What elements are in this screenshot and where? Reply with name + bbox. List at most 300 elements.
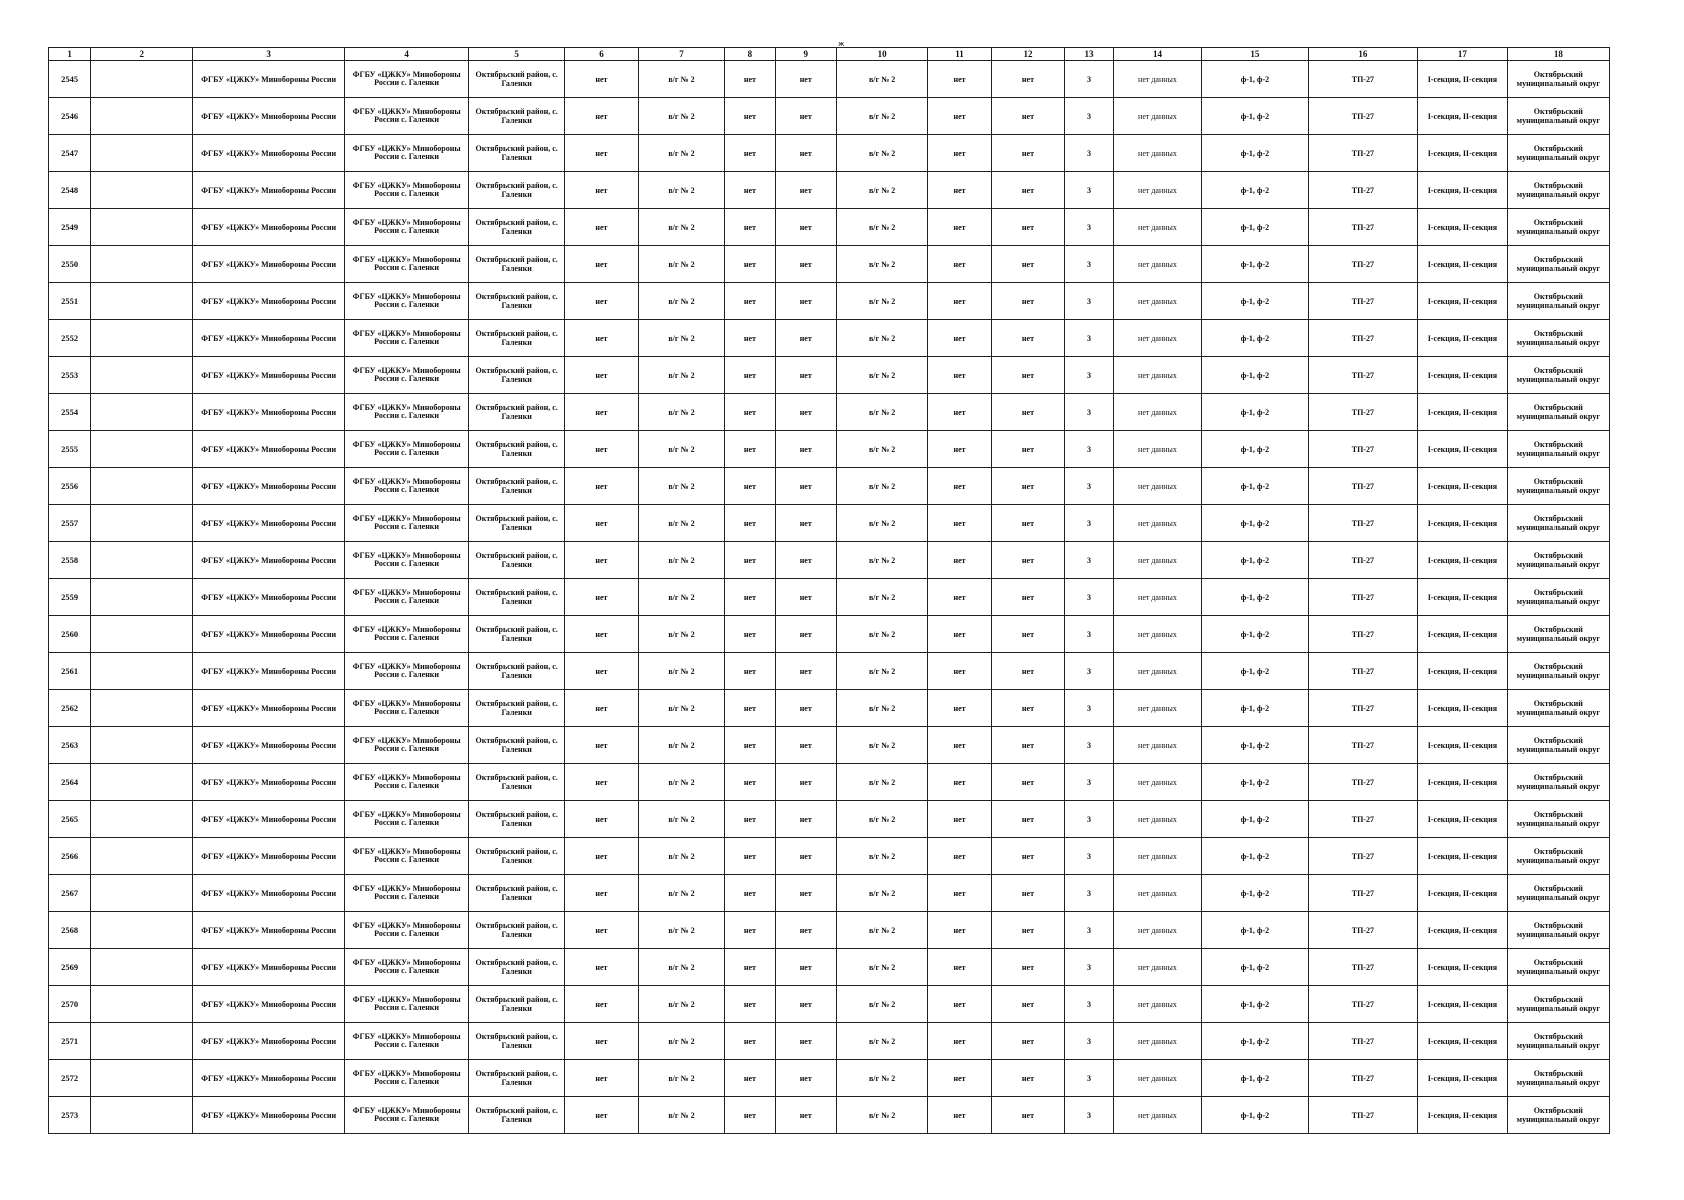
cell-c8: нет [725, 690, 776, 727]
cell-c15: ф-1, ф-2 [1202, 505, 1308, 542]
row-number: 2561 [49, 653, 91, 690]
cell-c3: ФГБУ «ЦЖКУ» Минобороны России [193, 727, 345, 764]
cell-c4: ФГБУ «ЦЖКУ» Минобороны России с. Галенки [344, 1097, 468, 1134]
cell-c10: в/г № 2 [836, 98, 928, 135]
cell-c10: в/г № 2 [836, 246, 928, 283]
cell-c6: нет [565, 98, 639, 135]
cell-c17: I-секция, II-секция [1418, 690, 1508, 727]
cell-c3: ФГБУ «ЦЖКУ» Минобороны России [193, 949, 345, 986]
cell-c17: I-секция, II-секция [1418, 875, 1508, 912]
cell-c11: нет [928, 394, 991, 431]
cell-c5: Октябрьский район, с. Галенки [469, 838, 565, 875]
cell-c2 [91, 357, 193, 394]
table-row [49, 431, 1610, 468]
cell-c16: ТП-27 [1308, 394, 1418, 431]
cell-c13: 3 [1065, 505, 1113, 542]
cell-c4: ФГБУ «ЦЖКУ» Минобороны России с. Галенки [344, 135, 468, 172]
cell-c12: нет [991, 468, 1065, 505]
cell-c5: Октябрьский район, с. Галенки [469, 986, 565, 1023]
row-number: 2550 [49, 246, 91, 283]
cell-c7: в/г № 2 [638, 320, 724, 357]
cell-c12: нет [991, 986, 1065, 1023]
cell-c9: нет [775, 1060, 836, 1097]
cell-c14: нет данных [1113, 542, 1201, 579]
cell-c12: нет [991, 357, 1065, 394]
cell-c16: ТП-27 [1308, 61, 1418, 98]
cell-c8: нет [725, 801, 776, 838]
cell-c16: ТП-27 [1308, 135, 1418, 172]
cell-c5: Октябрьский район, с. Галенки [469, 1060, 565, 1097]
cell-c16: ТП-27 [1308, 1060, 1418, 1097]
cell-c17: I-секция, II-секция [1418, 431, 1508, 468]
cell-c15: ф-1, ф-2 [1202, 468, 1308, 505]
cell-c4: ФГБУ «ЦЖКУ» Минобороны России с. Галенки [344, 764, 468, 801]
cell-c18: Октябрьский муниципальный округ [1507, 542, 1609, 579]
cell-c16: ТП-27 [1308, 579, 1418, 616]
row-number: 2567 [49, 875, 91, 912]
cell-c13: 3 [1065, 172, 1113, 209]
cell-c12: нет [991, 949, 1065, 986]
cell-c4: ФГБУ «ЦЖКУ» Минобороны России с. Галенки [344, 801, 468, 838]
cell-c2 [91, 98, 193, 135]
row-number: 2553 [49, 357, 91, 394]
cell-c7: в/г № 2 [638, 1097, 724, 1134]
cell-c2 [91, 320, 193, 357]
cell-c12: нет [991, 653, 1065, 690]
cell-c8: нет [725, 172, 776, 209]
cell-c16: ТП-27 [1308, 949, 1418, 986]
cell-c8: нет [725, 135, 776, 172]
cell-c13: 3 [1065, 986, 1113, 1023]
cell-c12: нет [991, 912, 1065, 949]
cell-c16: ТП-27 [1308, 1023, 1418, 1060]
table-row [49, 394, 1610, 431]
row-number: 2547 [49, 135, 91, 172]
cell-c4: ФГБУ «ЦЖКУ» Минобороны России с. Галенки [344, 431, 468, 468]
cell-c18: Октябрьский муниципальный округ [1507, 912, 1609, 949]
cell-c3: ФГБУ «ЦЖКУ» Минобороны России [193, 61, 345, 98]
cell-c15: ф-1, ф-2 [1202, 98, 1308, 135]
cell-c9: нет [775, 283, 836, 320]
cell-c13: 3 [1065, 320, 1113, 357]
cell-c18: Октябрьский муниципальный округ [1507, 209, 1609, 246]
cell-c6: нет [565, 61, 639, 98]
cell-c2 [91, 690, 193, 727]
cell-c13: 3 [1065, 357, 1113, 394]
cell-c4: ФГБУ «ЦЖКУ» Минобороны России с. Галенки [344, 875, 468, 912]
cell-c10: в/г № 2 [836, 394, 928, 431]
cell-c5: Октябрьский район, с. Галенки [469, 320, 565, 357]
header-row [49, 48, 1610, 61]
cell-c11: нет [928, 912, 991, 949]
column-header-12: 12 [991, 48, 1065, 61]
cell-c10: в/г № 2 [836, 1060, 928, 1097]
cell-c17: I-секция, II-секция [1418, 727, 1508, 764]
cell-c6: нет [565, 616, 639, 653]
cell-c17: I-секция, II-секция [1418, 357, 1508, 394]
cell-c15: ф-1, ф-2 [1202, 653, 1308, 690]
cell-c5: Октябрьский район, с. Галенки [469, 98, 565, 135]
column-header-5: 5 [469, 48, 565, 61]
cell-c10: в/г № 2 [836, 801, 928, 838]
cell-c9: нет [775, 542, 836, 579]
cell-c7: в/г № 2 [638, 468, 724, 505]
cell-c18: Октябрьский муниципальный округ [1507, 838, 1609, 875]
cell-c10: в/г № 2 [836, 320, 928, 357]
cell-c18: Октябрьский муниципальный округ [1507, 875, 1609, 912]
cell-c14: нет данных [1113, 246, 1201, 283]
cell-c5: Октябрьский район, с. Галенки [469, 875, 565, 912]
cell-c3: ФГБУ «ЦЖКУ» Минобороны России [193, 912, 345, 949]
cell-c10: в/г № 2 [836, 616, 928, 653]
cell-c11: нет [928, 653, 991, 690]
cell-c12: нет [991, 431, 1065, 468]
cell-c5: Октябрьский район, с. Галенки [469, 801, 565, 838]
cell-c11: нет [928, 875, 991, 912]
cell-c17: I-секция, II-секция [1418, 98, 1508, 135]
cell-c7: в/г № 2 [638, 727, 724, 764]
cell-c9: нет [775, 394, 836, 431]
table-row [49, 616, 1610, 653]
cell-c5: Октябрьский район, с. Галенки [469, 1023, 565, 1060]
cell-c8: нет [725, 838, 776, 875]
row-number: 2564 [49, 764, 91, 801]
cell-c2 [91, 1023, 193, 1060]
cell-c10: в/г № 2 [836, 949, 928, 986]
cell-c15: ф-1, ф-2 [1202, 283, 1308, 320]
cell-c15: ф-1, ф-2 [1202, 320, 1308, 357]
cell-c7: в/г № 2 [638, 542, 724, 579]
cell-c16: ТП-27 [1308, 320, 1418, 357]
cell-c17: I-секция, II-секция [1418, 542, 1508, 579]
cell-c14: нет данных [1113, 283, 1201, 320]
cell-c14: нет данных [1113, 431, 1201, 468]
cell-c7: в/г № 2 [638, 838, 724, 875]
cell-c15: ф-1, ф-2 [1202, 690, 1308, 727]
cell-c18: Октябрьский муниципальный округ [1507, 801, 1609, 838]
cell-c11: нет [928, 1097, 991, 1134]
cell-c9: нет [775, 320, 836, 357]
cell-c13: 3 [1065, 468, 1113, 505]
cell-c10: в/г № 2 [836, 690, 928, 727]
cell-c11: нет [928, 320, 991, 357]
cell-c13: 3 [1065, 801, 1113, 838]
cell-c15: ф-1, ф-2 [1202, 1097, 1308, 1134]
cell-c16: ТП-27 [1308, 653, 1418, 690]
cell-c13: 3 [1065, 690, 1113, 727]
cell-c16: ТП-27 [1308, 912, 1418, 949]
cell-c14: нет данных [1113, 135, 1201, 172]
cell-c13: 3 [1065, 1023, 1113, 1060]
cell-c5: Октябрьский район, с. Галенки [469, 653, 565, 690]
cell-c8: нет [725, 949, 776, 986]
cell-c16: ТП-27 [1308, 801, 1418, 838]
cell-c7: в/г № 2 [638, 357, 724, 394]
cell-c17: I-секция, II-секция [1418, 986, 1508, 1023]
cell-c10: в/г № 2 [836, 431, 928, 468]
cell-c11: нет [928, 727, 991, 764]
cell-c16: ТП-27 [1308, 764, 1418, 801]
row-number: 2572 [49, 1060, 91, 1097]
cell-c18: Октябрьский муниципальный округ [1507, 505, 1609, 542]
cell-c4: ФГБУ «ЦЖКУ» Минобороны России с. Галенки [344, 986, 468, 1023]
cell-c17: I-секция, II-секция [1418, 801, 1508, 838]
cell-c4: ФГБУ «ЦЖКУ» Минобороны России с. Галенки [344, 320, 468, 357]
cell-c16: ТП-27 [1308, 431, 1418, 468]
table-row [49, 801, 1610, 838]
cell-c6: нет [565, 1097, 639, 1134]
cell-c8: нет [725, 246, 776, 283]
cell-c10: в/г № 2 [836, 986, 928, 1023]
cell-c17: I-секция, II-секция [1418, 505, 1508, 542]
column-header-14: 14 [1113, 48, 1201, 61]
cell-c15: ф-1, ф-2 [1202, 764, 1308, 801]
cell-c15: ф-1, ф-2 [1202, 431, 1308, 468]
cell-c15: ф-1, ф-2 [1202, 727, 1308, 764]
cell-c14: нет данных [1113, 838, 1201, 875]
cell-c3: ФГБУ «ЦЖКУ» Минобороны России [193, 542, 345, 579]
cell-c17: I-секция, II-секция [1418, 653, 1508, 690]
table-row [49, 949, 1610, 986]
cell-c13: 3 [1065, 209, 1113, 246]
cell-c10: в/г № 2 [836, 838, 928, 875]
cell-c4: ФГБУ «ЦЖКУ» Минобороны России с. Галенки [344, 468, 468, 505]
cell-c16: ТП-27 [1308, 246, 1418, 283]
cell-c13: 3 [1065, 246, 1113, 283]
cell-c12: нет [991, 61, 1065, 98]
cell-c17: I-секция, II-секция [1418, 320, 1508, 357]
cell-c14: нет данных [1113, 209, 1201, 246]
cell-c13: 3 [1065, 949, 1113, 986]
cell-c5: Октябрьский район, с. Галенки [469, 727, 565, 764]
table-row [49, 579, 1610, 616]
table-row [49, 764, 1610, 801]
cell-c7: в/г № 2 [638, 912, 724, 949]
cell-c6: нет [565, 764, 639, 801]
cell-c12: нет [991, 98, 1065, 135]
cell-c6: нет [565, 283, 639, 320]
cell-c2 [91, 653, 193, 690]
cell-c12: нет [991, 135, 1065, 172]
cell-c9: нет [775, 764, 836, 801]
cell-c6: нет [565, 838, 639, 875]
cell-c16: ТП-27 [1308, 542, 1418, 579]
cell-c3: ФГБУ «ЦЖКУ» Минобороны России [193, 357, 345, 394]
cell-c5: Октябрьский район, с. Галенки [469, 764, 565, 801]
column-header-17: 17 [1418, 48, 1508, 61]
cell-c18: Октябрьский муниципальный округ [1507, 61, 1609, 98]
cell-c5: Октябрьский район, с. Галенки [469, 1097, 565, 1134]
row-number: 2558 [49, 542, 91, 579]
cell-c3: ФГБУ «ЦЖКУ» Минобороны России [193, 431, 345, 468]
cell-c18: Октябрьский муниципальный округ [1507, 690, 1609, 727]
cell-c16: ТП-27 [1308, 875, 1418, 912]
cell-c2 [91, 801, 193, 838]
cell-c13: 3 [1065, 98, 1113, 135]
cell-c7: в/г № 2 [638, 801, 724, 838]
cell-c17: I-секция, II-секция [1418, 246, 1508, 283]
cell-c4: ФГБУ «ЦЖКУ» Минобороны России с. Галенки [344, 394, 468, 431]
cell-c9: нет [775, 505, 836, 542]
table-row [49, 1060, 1610, 1097]
cell-c2 [91, 61, 193, 98]
cell-c10: в/г № 2 [836, 579, 928, 616]
table-row [49, 986, 1610, 1023]
table-row [49, 172, 1610, 209]
cell-c6: нет [565, 912, 639, 949]
cell-c4: ФГБУ «ЦЖКУ» Минобороны России с. Галенки [344, 172, 468, 209]
row-number: 2552 [49, 320, 91, 357]
cell-c11: нет [928, 283, 991, 320]
cell-c10: в/г № 2 [836, 875, 928, 912]
row-number: 2568 [49, 912, 91, 949]
cell-c14: нет данных [1113, 98, 1201, 135]
cell-c7: в/г № 2 [638, 986, 724, 1023]
cell-c2 [91, 912, 193, 949]
row-number: 2563 [49, 727, 91, 764]
cell-c2 [91, 542, 193, 579]
cell-c14: нет данных [1113, 1060, 1201, 1097]
cell-c11: нет [928, 172, 991, 209]
cell-c3: ФГБУ «ЦЖКУ» Минобороны России [193, 801, 345, 838]
cell-c8: нет [725, 764, 776, 801]
cell-c10: в/г № 2 [836, 653, 928, 690]
column-header-2: 2 [91, 48, 193, 61]
cell-c18: Октябрьский муниципальный округ [1507, 246, 1609, 283]
cell-c16: ТП-27 [1308, 505, 1418, 542]
cell-c15: ф-1, ф-2 [1202, 209, 1308, 246]
cell-c9: нет [775, 468, 836, 505]
row-number: 2570 [49, 986, 91, 1023]
cell-c15: ф-1, ф-2 [1202, 1060, 1308, 1097]
cell-c5: Октябрьский район, с. Галенки [469, 949, 565, 986]
cell-c17: I-секция, II-секция [1418, 172, 1508, 209]
cell-c17: I-секция, II-секция [1418, 1060, 1508, 1097]
cell-c15: ф-1, ф-2 [1202, 357, 1308, 394]
cell-c9: нет [775, 172, 836, 209]
registry-table [48, 47, 1610, 1134]
cell-c9: нет [775, 61, 836, 98]
cell-c5: Октябрьский район, с. Галенки [469, 61, 565, 98]
cell-c16: ТП-27 [1308, 690, 1418, 727]
cell-c10: в/г № 2 [836, 912, 928, 949]
column-header-7: 7 [638, 48, 724, 61]
cell-c7: в/г № 2 [638, 172, 724, 209]
cell-c13: 3 [1065, 912, 1113, 949]
cell-c15: ф-1, ф-2 [1202, 1023, 1308, 1060]
cell-c4: ФГБУ «ЦЖКУ» Минобороны России с. Галенки [344, 838, 468, 875]
cell-c18: Октябрьский муниципальный округ [1507, 616, 1609, 653]
column-header-13: 13 [1065, 48, 1113, 61]
cell-c6: нет [565, 690, 639, 727]
cell-c8: нет [725, 1097, 776, 1134]
cell-c9: нет [775, 838, 836, 875]
cell-c18: Октябрьский муниципальный округ [1507, 98, 1609, 135]
cell-c9: нет [775, 98, 836, 135]
cell-c6: нет [565, 505, 639, 542]
cell-c2 [91, 431, 193, 468]
table-row [49, 468, 1610, 505]
cell-c12: нет [991, 727, 1065, 764]
cell-c12: нет [991, 283, 1065, 320]
cell-c18: Октябрьский муниципальный округ [1507, 431, 1609, 468]
cell-c18: Октябрьский муниципальный округ [1507, 653, 1609, 690]
cell-c9: нет [775, 209, 836, 246]
cell-c13: 3 [1065, 579, 1113, 616]
cell-c8: нет [725, 98, 776, 135]
cell-c13: 3 [1065, 61, 1113, 98]
cell-c10: в/г № 2 [836, 727, 928, 764]
cell-c15: ф-1, ф-2 [1202, 875, 1308, 912]
cell-c11: нет [928, 468, 991, 505]
cell-c5: Октябрьский район, с. Галенки [469, 912, 565, 949]
cell-c12: нет [991, 690, 1065, 727]
cell-c3: ФГБУ «ЦЖКУ» Минобороны России [193, 468, 345, 505]
column-header-18: 18 [1507, 48, 1609, 61]
cell-c9: нет [775, 1023, 836, 1060]
cell-c11: нет [928, 949, 991, 986]
cell-c6: нет [565, 727, 639, 764]
cell-c15: ф-1, ф-2 [1202, 246, 1308, 283]
cell-c10: в/г № 2 [836, 468, 928, 505]
cell-c8: нет [725, 727, 776, 764]
cell-c4: ФГБУ «ЦЖКУ» Минобороны России с. Галенки [344, 616, 468, 653]
cell-c8: нет [725, 653, 776, 690]
cell-c14: нет данных [1113, 172, 1201, 209]
cell-c18: Октябрьский муниципальный округ [1507, 135, 1609, 172]
cell-c2 [91, 246, 193, 283]
cell-c13: 3 [1065, 838, 1113, 875]
cell-c3: ФГБУ «ЦЖКУ» Минобороны России [193, 283, 345, 320]
cell-c3: ФГБУ «ЦЖКУ» Минобороны России [193, 690, 345, 727]
cell-c11: нет [928, 505, 991, 542]
cell-c7: в/г № 2 [638, 246, 724, 283]
cell-c10: в/г № 2 [836, 135, 928, 172]
cell-c16: ТП-27 [1308, 283, 1418, 320]
cell-c16: ТП-27 [1308, 98, 1418, 135]
cell-c18: Октябрьский муниципальный округ [1507, 949, 1609, 986]
table-row [49, 246, 1610, 283]
cell-c7: в/г № 2 [638, 949, 724, 986]
row-number: 2554 [49, 394, 91, 431]
cell-c18: Октябрьский муниципальный округ [1507, 357, 1609, 394]
cell-c8: нет [725, 1023, 776, 1060]
cell-c4: ФГБУ «ЦЖКУ» Минобороны России с. Галенки [344, 949, 468, 986]
row-number: 2545 [49, 61, 91, 98]
cell-c5: Октябрьский район, с. Галенки [469, 394, 565, 431]
cell-c6: нет [565, 579, 639, 616]
cell-c2 [91, 949, 193, 986]
cell-c15: ф-1, ф-2 [1202, 838, 1308, 875]
cell-c7: в/г № 2 [638, 135, 724, 172]
cell-c6: нет [565, 357, 639, 394]
cell-c17: I-секция, II-секция [1418, 1023, 1508, 1060]
cell-c9: нет [775, 986, 836, 1023]
cell-c13: 3 [1065, 764, 1113, 801]
cell-c9: нет [775, 357, 836, 394]
cell-c12: нет [991, 875, 1065, 912]
cell-c5: Октябрьский район, с. Галенки [469, 431, 565, 468]
cell-c8: нет [725, 61, 776, 98]
cell-c9: нет [775, 1097, 836, 1134]
cell-c3: ФГБУ «ЦЖКУ» Минобороны России [193, 172, 345, 209]
cell-c14: нет данных [1113, 986, 1201, 1023]
cell-c8: нет [725, 394, 776, 431]
cell-c15: ф-1, ф-2 [1202, 801, 1308, 838]
table-body [49, 61, 1610, 1134]
cell-c18: Октябрьский муниципальный округ [1507, 394, 1609, 431]
cell-c14: нет данных [1113, 394, 1201, 431]
